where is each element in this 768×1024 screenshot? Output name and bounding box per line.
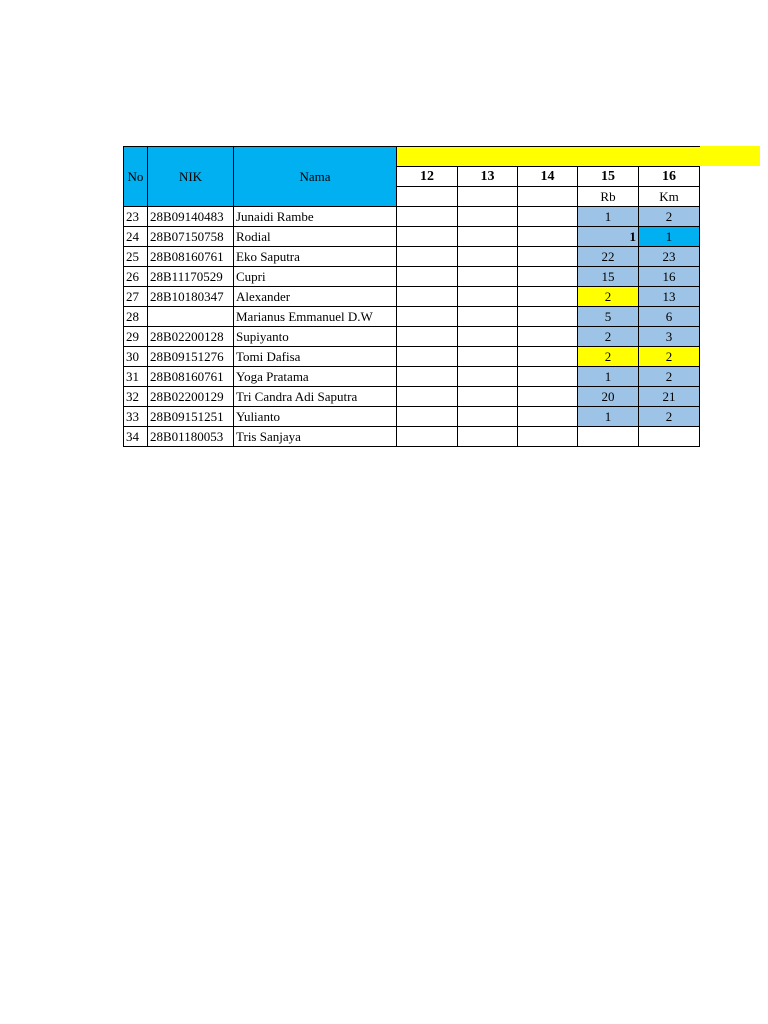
- cell-nama[interactable]: Rodial: [234, 227, 397, 247]
- attendance-sheet: [123, 146, 700, 447]
- header-day-12[interactable]: 12: [397, 167, 458, 187]
- cell-nik[interactable]: [148, 307, 234, 327]
- cell-day-16[interactable]: 16: [639, 267, 700, 287]
- header-yellow-band[interactable]: [397, 147, 700, 167]
- cell-no[interactable]: 34: [124, 427, 148, 447]
- cell-day-12[interactable]: [397, 307, 458, 327]
- cell-day-13[interactable]: [458, 427, 518, 447]
- cell-no[interactable]: 33: [124, 407, 148, 427]
- cell-nama[interactable]: Alexander: [234, 287, 397, 307]
- cell-nama[interactable]: Yoga Pratama: [234, 367, 397, 387]
- header-sub-12[interactable]: [397, 187, 458, 207]
- cell-day-15[interactable]: 1: [578, 207, 639, 227]
- cell-day-14[interactable]: [518, 407, 578, 427]
- cell-day-12[interactable]: [397, 407, 458, 427]
- cell-day-14[interactable]: [518, 307, 578, 327]
- table-row: [124, 267, 700, 287]
- cell-nama[interactable]: Junaidi Rambe: [234, 207, 397, 227]
- cell-day-13[interactable]: [458, 207, 518, 227]
- table-row: [124, 387, 700, 407]
- header-sub-13[interactable]: [458, 187, 518, 207]
- header-sub-15[interactable]: Rb: [578, 187, 639, 207]
- cell-day-12[interactable]: [397, 227, 458, 247]
- header-no[interactable]: No: [124, 147, 148, 207]
- cell-day-13[interactable]: [458, 267, 518, 287]
- cell-day-15[interactable]: 5: [578, 307, 639, 327]
- cell-day-12[interactable]: [397, 327, 458, 347]
- cell-day-12[interactable]: [397, 247, 458, 267]
- cell-nik[interactable]: 28B08160761: [148, 367, 234, 387]
- cell-day-12[interactable]: [397, 287, 458, 307]
- cell-day-14[interactable]: [518, 207, 578, 227]
- table-row: [124, 407, 700, 427]
- cell-nama[interactable]: Marianus Emmanuel D.W: [234, 307, 397, 327]
- cell-no[interactable]: 26: [124, 267, 148, 287]
- cell-no[interactable]: 32: [124, 387, 148, 407]
- table-row: [124, 207, 700, 227]
- cell-no[interactable]: 31: [124, 367, 148, 387]
- cell-nama[interactable]: Cupri: [234, 267, 397, 287]
- header-sub-14[interactable]: [518, 187, 578, 207]
- cell-day-13[interactable]: [458, 307, 518, 327]
- cell-day-13[interactable]: [458, 227, 518, 247]
- table-row: [124, 327, 700, 347]
- header-day-15[interactable]: 15: [578, 167, 639, 187]
- table-row: [124, 227, 700, 247]
- cell-day-13[interactable]: [458, 287, 518, 307]
- cell-nama[interactable]: Eko Saputra: [234, 247, 397, 267]
- cell-day-16[interactable]: 1: [639, 227, 700, 247]
- cell-day-13[interactable]: [458, 347, 518, 367]
- header-nama[interactable]: Nama: [234, 147, 397, 207]
- cell-day-16[interactable]: 2: [639, 207, 700, 227]
- cell-day-15[interactable]: 2: [578, 287, 639, 307]
- cell-day-14[interactable]: [518, 367, 578, 387]
- cell-day-13[interactable]: [458, 247, 518, 267]
- table-row: [124, 307, 700, 327]
- cell-nama[interactable]: Yulianto: [234, 407, 397, 427]
- cell-day-14[interactable]: [518, 347, 578, 367]
- cell-nik[interactable]: 28B09151276: [148, 347, 234, 367]
- cell-no[interactable]: 23: [124, 207, 148, 227]
- cell-nama[interactable]: Tri Candra Adi Saputra: [234, 387, 397, 407]
- cell-day-14[interactable]: [518, 427, 578, 447]
- cell-day-14[interactable]: [518, 227, 578, 247]
- cell-day-15[interactable]: 1: [578, 407, 639, 427]
- cell-day-15[interactable]: 2: [578, 327, 639, 347]
- cell-nik[interactable]: 28B11170529: [148, 267, 234, 287]
- cell-no[interactable]: 24: [124, 227, 148, 247]
- cell-no[interactable]: 29: [124, 327, 148, 347]
- cell-day-14[interactable]: [518, 247, 578, 267]
- cell-day-14[interactable]: [518, 267, 578, 287]
- table-row: [124, 367, 700, 387]
- header-day-13[interactable]: 13: [458, 167, 518, 187]
- cell-nik[interactable]: 28B09140483: [148, 207, 234, 227]
- cell-day-12[interactable]: [397, 367, 458, 387]
- cell-day-16[interactable]: 2: [639, 407, 700, 427]
- cell-day-16[interactable]: 21: [639, 387, 700, 407]
- cell-day-16[interactable]: 23: [639, 247, 700, 267]
- cell-day-12[interactable]: [397, 387, 458, 407]
- cell-day-13[interactable]: [458, 327, 518, 347]
- cell-day-14[interactable]: [518, 387, 578, 407]
- header-day-14[interactable]: 14: [518, 167, 578, 187]
- cell-day-12[interactable]: [397, 427, 458, 447]
- cell-day-16[interactable]: 3: [639, 327, 700, 347]
- cell-day-14[interactable]: [518, 287, 578, 307]
- cell-nik[interactable]: 28B10180347: [148, 287, 234, 307]
- header-sub-16[interactable]: Km: [639, 187, 700, 207]
- cell-day-13[interactable]: [458, 367, 518, 387]
- cell-no[interactable]: 27: [124, 287, 148, 307]
- cell-nik[interactable]: 28B01180053: [148, 427, 234, 447]
- cell-day-16[interactable]: 2: [639, 347, 700, 367]
- cell-day-13[interactable]: [458, 407, 518, 427]
- cell-no[interactable]: 30: [124, 347, 148, 367]
- cell-nik[interactable]: 28B02200128: [148, 327, 234, 347]
- cell-day-15[interactable]: 22: [578, 247, 639, 267]
- header-yellow-band-extension: [700, 146, 760, 166]
- table-row: [124, 287, 700, 307]
- cell-no[interactable]: 28: [124, 307, 148, 327]
- cell-nik[interactable]: 28B09151251: [148, 407, 234, 427]
- cell-day-13[interactable]: [458, 387, 518, 407]
- table-row: [124, 247, 700, 267]
- cell-day-15[interactable]: 20: [578, 387, 639, 407]
- cell-day-14[interactable]: [518, 327, 578, 347]
- cell-day-12[interactable]: [397, 267, 458, 287]
- cell-day-16[interactable]: 6: [639, 307, 700, 327]
- cell-nik[interactable]: 28B07150758: [148, 227, 234, 247]
- cell-day-15[interactable]: [578, 427, 639, 447]
- cell-nama[interactable]: Tomi Dafisa: [234, 347, 397, 367]
- cell-day-12[interactable]: [397, 347, 458, 367]
- cell-day-16[interactable]: [639, 427, 700, 447]
- cell-no[interactable]: 25: [124, 247, 148, 267]
- cell-nama[interactable]: Supiyanto: [234, 327, 397, 347]
- cell-day-16[interactable]: 2: [639, 367, 700, 387]
- table-row: [124, 347, 700, 367]
- cell-day-16[interactable]: 13: [639, 287, 700, 307]
- table-row: [124, 427, 700, 447]
- cell-day-15[interactable]: 2: [578, 347, 639, 367]
- cell-day-15[interactable]: 1: [578, 367, 639, 387]
- header-day-16[interactable]: 16: [639, 167, 700, 187]
- attendance-table: [123, 146, 700, 447]
- cell-day-15[interactable]: 15: [578, 267, 639, 287]
- cell-nik[interactable]: 28B08160761: [148, 247, 234, 267]
- cell-day-12[interactable]: [397, 207, 458, 227]
- header-row-top: [124, 147, 700, 167]
- header-nik[interactable]: NIK: [148, 147, 234, 207]
- cell-day-15[interactable]: 1: [578, 227, 639, 247]
- cell-nama[interactable]: Tris Sanjaya: [234, 427, 397, 447]
- cell-nik[interactable]: 28B02200129: [148, 387, 234, 407]
